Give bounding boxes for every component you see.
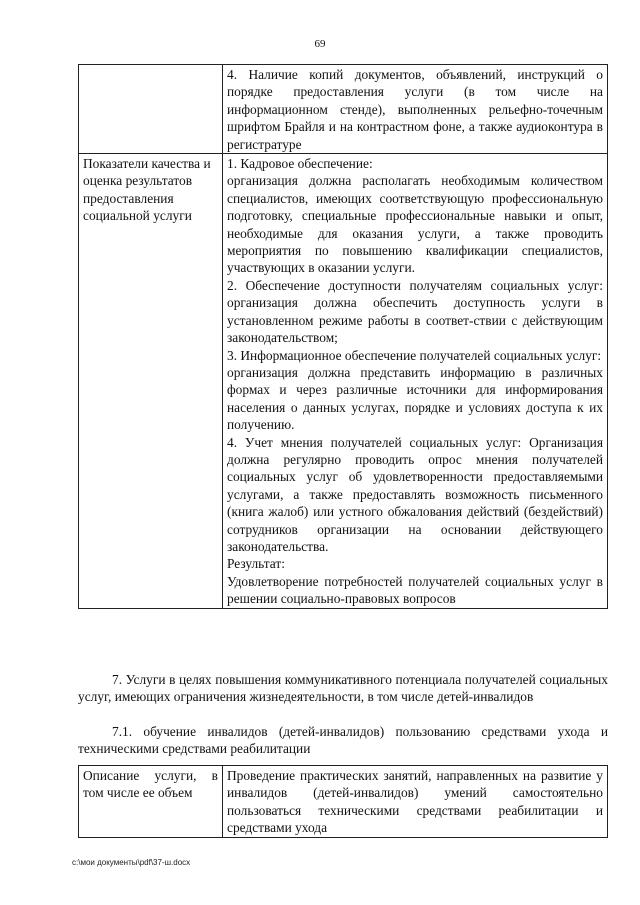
table-cell: Проведение практических занятий, направленных на развитие у инвалидов (детей-инвалидов) умений самостоятельно пользоваться техническими средствами реабилитации и средствами ухода	[223, 766, 608, 838]
paragraph: организация должна представить информацию в различных формах и через различные источники для информирования населения о данных услугах, порядке и условиях доступа к их получению.	[227, 364, 603, 433]
file-path-footer: c:\мои документы\pdf\37-ш.docx	[72, 858, 191, 867]
paragraph: 2. Обеспечение доступности получателям социальных услуг: организация должна обеспечить доступность услуги в установленном режиме работы в соответ-ствии с действующим законодательством;	[227, 277, 603, 346]
table-row	[79, 65, 608, 154]
table-cell-empty	[79, 65, 223, 154]
section-7-1-text: 7.1. обучение инвалидов (детей-инвалидов) пользованию средствами ухода и техническими средствами реабилитации	[78, 724, 608, 757]
paragraph: Результат:	[227, 556, 285, 572]
paragraph: организация должна располагать необходимым количеством специалистов, имеющих соответствующую профессиональную подготовку, специальные профессиональные навыки и опыт, необходимые для оказания услуги, а также проводить мероприятия по повышению квалификации специалистов, участвующих в оказании услуги.	[227, 173, 603, 276]
table-cell-heading: Описание услуги, в том числе ее объем	[79, 766, 223, 838]
quality-table	[78, 64, 608, 609]
service-table	[78, 765, 608, 838]
section-7-text: 7. Услуги в целях повышения коммуникативного потенциала получателей социальных услуг, имеющих ограничения жизнедеятельности, в том числе детей-инвалидов	[78, 672, 608, 705]
paragraph: 1. Кадровое обеспечение:	[227, 156, 373, 172]
section-7-1-paragraph	[78, 723, 608, 758]
table-row	[79, 766, 608, 838]
page-number: 69	[314, 38, 326, 50]
table-cell-heading: Показатели качества и оценка результатов предоставления социальной услуги	[79, 154, 223, 609]
paragraph: 3. Информационное обеспечение получателей социальных услуг:	[227, 347, 602, 363]
table-cell	[223, 154, 608, 609]
table-row	[79, 154, 608, 609]
paragraph: 4. Учет мнения получателей социальных услуг: Организация должна регулярно проводить опрос мнения получателей социальных услуг об удовлетворенности предоставляемыми услугами, а также предоставлять возможность письменного (книга жалоб) или устного обжалования действий (бездействий) сотрудников организации на основании действующего законодательства.	[227, 434, 603, 554]
table-cell: 4. Наличие копий документов, объявлений, инструкций о порядке предоставления услуги (в том числе на информационном стенде), выполненных рельефно-точечным шрифтом Брайля и на контрастном фоне, а также аудиоконтура в регистратуре	[223, 65, 608, 154]
paragraph: Удовлетворение потребностей получателей социальных услуг в решении социально-правовых вопросов	[227, 573, 603, 607]
section-7-paragraph	[78, 671, 608, 706]
